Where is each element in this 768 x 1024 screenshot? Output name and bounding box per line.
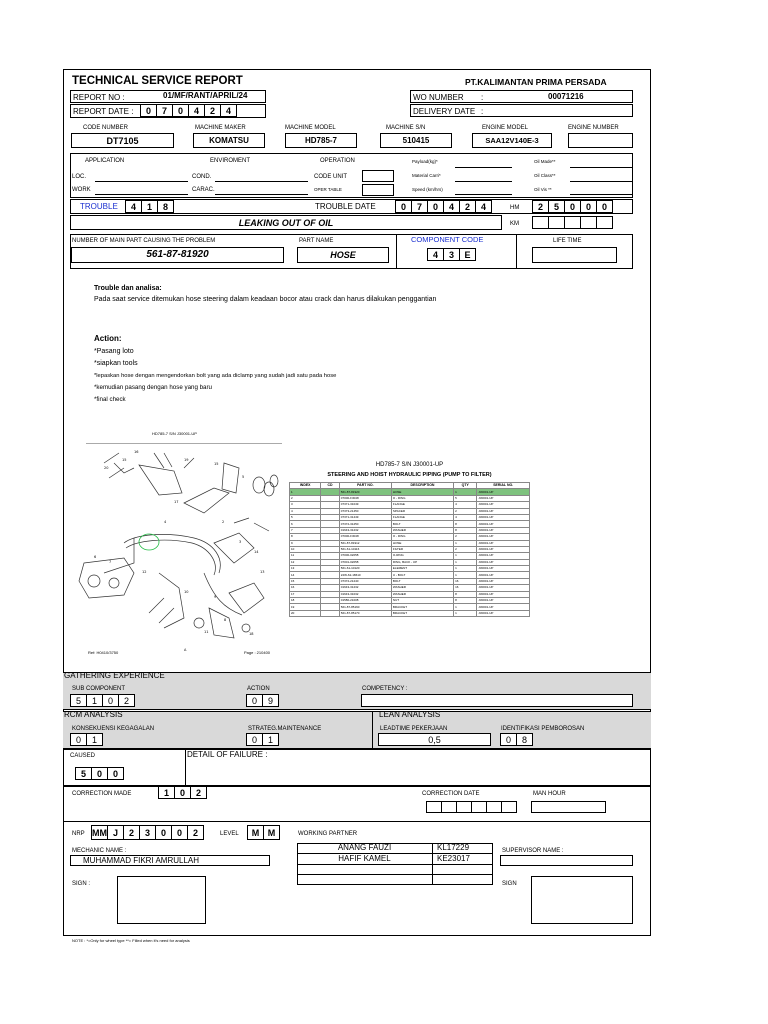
- engine-model-field[interactable]: SAA12V140E-3: [472, 133, 552, 148]
- machine-model-field[interactable]: HD785-7: [285, 133, 357, 148]
- svg-text:2: 2: [222, 520, 225, 524]
- oper-table-field[interactable]: [362, 184, 394, 196]
- detail-of-failure-label: DETAIL OF FAILURE :: [187, 750, 268, 759]
- life-time-field[interactable]: [532, 247, 617, 263]
- machine-maker-field[interactable]: KOMATSU: [193, 133, 265, 148]
- wo-number-box: WO NUMBER : 00071216: [410, 90, 633, 103]
- svg-text:16: 16: [134, 450, 139, 454]
- table-row: 7 01643-31232 WASHER 8 J30001-UP: [290, 527, 530, 533]
- report-no-box: [70, 90, 266, 103]
- action-item: *siapkan tools: [94, 360, 138, 367]
- table-row: 10 561-61-10116 FILTER 2 J30001-UP: [290, 546, 530, 552]
- svg-text:19: 19: [184, 458, 189, 462]
- action-item: *lepaskan hose dengan mengendorkan bolt yang ada diclamp yang sudah jadi satu pada hose: [94, 373, 337, 379]
- svg-text:3: 3: [239, 540, 242, 544]
- action-item: *kemudian pasang dengan hose yang baru: [94, 384, 212, 391]
- company-name: PT.KALIMANTAN PRIMA PERSADA: [465, 77, 607, 87]
- svg-text:17: 17: [174, 500, 179, 504]
- svg-text:11: 11: [204, 630, 209, 634]
- table-row: 16 01643-31232 WASHER 16 J30001-UP: [290, 585, 530, 591]
- trouble-label: TROUBLE: [80, 202, 118, 211]
- trouble-date-label: TROUBLE DATE: [315, 202, 376, 211]
- km-cells[interactable]: [532, 216, 612, 229]
- table-row: 13 561-61-10120 ELEMENT 1 J30001-UP: [290, 566, 530, 572]
- analysis-heading: Trouble dan analisa:: [94, 285, 162, 292]
- correction-made-cells[interactable]: 1 0 2: [158, 786, 206, 799]
- svg-text:A: A: [184, 648, 187, 652]
- mechanic-sign-box[interactable]: [117, 876, 206, 924]
- svg-text:8: 8: [224, 618, 227, 622]
- svg-text:15: 15: [214, 462, 219, 466]
- partner-id[interactable]: KE23017: [437, 854, 470, 863]
- mechanic-name-field[interactable]: MUHAMMAD FIKRI AMRULLAH: [70, 855, 270, 866]
- table-row: 6 07372-31250 BOLT 8 J30001-UP: [290, 521, 530, 527]
- competency-field[interactable]: [361, 694, 633, 707]
- part-name-field[interactable]: HOSE: [297, 247, 389, 263]
- table-row: 19 561-87-85160 BRACKET 1 J30001-UP: [290, 604, 530, 610]
- konsekuensi-cells[interactable]: 0 1: [70, 733, 102, 746]
- action-item: *final check: [94, 396, 126, 403]
- action-item: *Pasang loto: [94, 348, 134, 355]
- table-row: 15 07372-21240 BOLT 16 J30001-UP: [290, 578, 530, 584]
- delivery-date-box[interactable]: DELIVERY DATE :: [410, 104, 633, 117]
- svg-text:9: 9: [214, 595, 217, 599]
- exploded-diagram: HD785-7 S/N J30001-UP 20 15 16 19 15 5 17 4 2 3 14 13 6 7 12 10 9 8 11 18 A Ref: H0410/3750 Page : 210400: [64, 423, 286, 660]
- engine-number-field[interactable]: [568, 133, 633, 148]
- machine-sn-field[interactable]: 510415: [380, 133, 452, 148]
- hydraulic-piping-drawing: [64, 423, 286, 660]
- leadtime-field[interactable]: 0,5: [378, 733, 491, 746]
- table-row: 17 01643-31032 WASHER 8 J30001-UP: [290, 591, 530, 597]
- correction-date-cells[interactable]: [426, 801, 516, 813]
- code-number-field[interactable]: DT7105: [71, 133, 174, 148]
- table-row: 18 01580-21008 NUT 8 J30001-UP: [290, 598, 530, 604]
- sub-component-cells[interactable]: 5 1 0 2: [70, 694, 134, 707]
- supervisor-name-field[interactable]: [500, 855, 633, 866]
- svg-text:14: 14: [254, 550, 259, 554]
- table-row: 8 07000-F3048 O - RING 2 J30001-UP: [290, 534, 530, 540]
- trouble-date-cells[interactable]: 0 7 0 4 2 4: [395, 200, 491, 213]
- caused-section: [63, 749, 651, 786]
- table-row: 20 561-87-85170 BRACKET 1 J30001-UP: [290, 610, 530, 616]
- action-cells[interactable]: 0 9: [246, 694, 278, 707]
- table-row: 11 07000-02058 O-RING 1 J30001-UP: [290, 553, 530, 559]
- svg-text:10: 10: [184, 590, 189, 594]
- table-row: 2 07000-F3048 O - RING 5 J30001-UP: [290, 495, 530, 501]
- man-hour-field[interactable]: [531, 801, 606, 813]
- level-cells[interactable]: M M: [247, 825, 279, 840]
- partner-id[interactable]: KL17229: [437, 843, 470, 852]
- action-heading: Action:: [94, 334, 122, 343]
- nrp-cells[interactable]: MM J 2 3 0 0 2: [91, 825, 203, 840]
- table-row: 14 22W-62-18610 U - BOLT 1 J30001-UP: [290, 572, 530, 578]
- identifikasi-cells[interactable]: 0 8: [500, 733, 532, 746]
- gathering-label: GATHERING EXPERIENCE: [64, 671, 165, 680]
- footer-note: NOTE : *=Only for wheel type **= Filled when it's need for analysis: [72, 938, 190, 943]
- delivery-date-label: DELIVERY DATE: [413, 107, 476, 116]
- table-row: 9 561-87-81912 HOSE 1 J30001-UP: [290, 540, 530, 546]
- svg-text:13: 13: [260, 570, 265, 574]
- table-row: 3 07371-31049 FLANGE 4 J30001-UP: [290, 502, 530, 508]
- trouble-description-box[interactable]: LEAKING OUT OF OIL: [70, 215, 502, 230]
- parts-list: HD785-7 S/N J30001-UP STEERING AND HOIST HYDRAULIC PIPING (PUMP TO FILTER) INDEX CD PART NO. DESCRIPTION QTY SERIAL NO. 1 561-87-81920 HOSE 1 J30001-UP 2 07000-F3048 O - RING 5 J30001-UP 3 07371-31049 FLANGE 4 J30001-UP 4 07373-21450 SPACER 2 J30001-UP 5 07371-31449 FLANGE 4 J30001-UP 6 07372-31250 BOLT 8 J30001-UP 7 01643-31232 WASHER 8 J30001-UP 8 07000-F3048 O - RING 2 J30001-UP 9 561-87-81912 HOSE 1 J30001-UP 10 561-61-10116 FILTER 2 J30001-UP 11 07000-02058 O-RING 1 J30001-UP 12 07001-02058 RING, BACK - UP 1 J30001-UP 13 561-61-10120 ELEMENT 1 J30001-UP 14 22W-62-18610 U - BOLT 1 J30001-UP 15 07372-21240 BOLT 16 J30001-UP 16 01643-31232 WASHER 16 J30001-UP 17 01643-31032 WASHER 8 J30001-UP 18 01580-21008 NUT 8 J30001-UP 19 561-87-85160 BRACKET 1 J30001-UP 20 561-87-85170 BRACKET 1 J30001-UP: [286, 448, 533, 650]
- wo-number-label: WO NUMBER: [413, 93, 464, 102]
- analysis-text: Pada saat service ditemukan hose steering dalam keadaan bocor atau crack dan harus dilakukan penggantian: [94, 296, 437, 303]
- svg-text:20: 20: [104, 466, 109, 470]
- report-date-cells[interactable]: 0 7 0 4 2 4: [140, 104, 236, 117]
- parts-table: INDEX CD PART NO. DESCRIPTION QTY SERIAL NO. 1 561-87-81920 HOSE 1 J30001-UP 2 07000-F3048 O - RING 5 J30001-UP 3 07371-31049 FLANGE 4 J30001-UP 4 07373-21450 SPACER 2 J30001-UP 5 07371-31449 FLANGE 4 J30001-UP 6 07372-31250 BOLT 8 J30001-UP 7 01643-31232 WASHER 8 J30001-UP 8 07000-F3048 O - RING 2 J30001-UP 9 561-87-81912 HOSE 1 J30001-UP 10 561-61-10116 FILTER 2 J30001-UP 11 07000-02058 O-RING 1 J30001-UP 12 07001-02058 RING, BACK - UP 1 J30001-UP 13 561-61-10120 ELEMENT 1 J30001-UP 14 22W-62-18610 U - BOLT 1 J30001-UP 15 07372-21240 BOLT 16 J30001-UP 16 01643-31232 WASHER 16 J30001-UP 17 01643-31032 WASHER 8 J30001-UP 18 01580-21008 NUT 8 J30001-UP 19 561-87-85160 BRACKET 1 J30001-UP 20 561-87-85170 BRACKET 1 J30001-UP: [289, 482, 530, 617]
- trouble-code-cells[interactable]: 4 1 8: [125, 200, 173, 213]
- svg-text:18: 18: [249, 632, 254, 636]
- table-row: 1 561-87-81920 HOSE 1 J30001-UP: [290, 489, 530, 495]
- svg-text:5: 5: [242, 475, 245, 479]
- strateg-cells[interactable]: 0 1: [246, 733, 278, 746]
- report-no-value[interactable]: 01/MF/RANT/APRIL/24: [163, 91, 248, 100]
- svg-text:15: 15: [122, 458, 127, 462]
- code-unit-field[interactable]: [362, 170, 394, 182]
- main-part-number-field[interactable]: 561-87-81920: [71, 247, 284, 263]
- wo-number-value[interactable]: 00071216: [548, 92, 584, 101]
- report-no-label: REPORT NO :: [73, 93, 125, 102]
- report-date-label: REPORT DATE :: [73, 107, 134, 116]
- svg-text:12: 12: [142, 570, 147, 574]
- report-title: TECHNICAL SERVICE REPORT: [72, 75, 243, 87]
- svg-text:4: 4: [164, 520, 167, 524]
- table-row: 5 07371-31449 FLANGE 4 J30001-UP: [290, 514, 530, 520]
- diagram-caption: HD785-7 S/N J30001-UP: [152, 431, 197, 436]
- hm-cells[interactable]: 2 5 0 0 0: [532, 200, 612, 213]
- component-code-cells[interactable]: 4 3 E: [427, 248, 475, 261]
- table-row: 4 07373-21450 SPACER 2 J30001-UP: [290, 508, 530, 514]
- table-row: 12 07001-02058 RING, BACK - UP 1 J30001-UP: [290, 559, 530, 565]
- supervisor-sign-box[interactable]: [531, 876, 633, 924]
- partner-name[interactable]: HAFIF KAMEL: [338, 854, 391, 863]
- partner-name[interactable]: ANANG FAUZI: [337, 843, 392, 852]
- svg-text:6: 6: [94, 555, 97, 559]
- svg-text:7: 7: [109, 560, 112, 564]
- caused-cells[interactable]: 5 0 0: [75, 767, 123, 780]
